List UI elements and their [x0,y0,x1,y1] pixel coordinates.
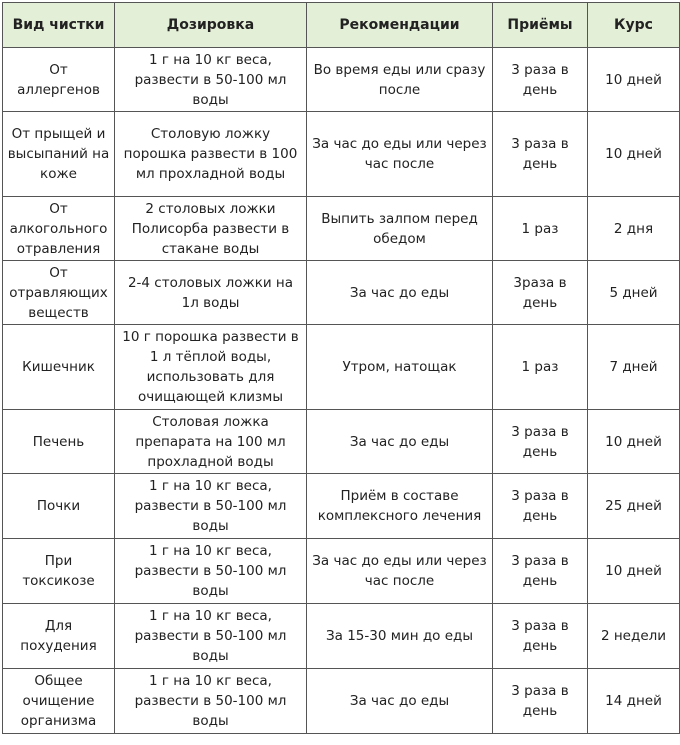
cell-course: 7 дней [588,325,680,410]
table-row [3,604,680,669]
cell-recommendation: Во время еды или сразу после [307,48,493,112]
cell-times: 1 раз [493,325,588,410]
cell-course: 10 дней [588,48,680,112]
table-row [3,261,680,325]
cell-recommendation: Приём в составе комплексного лечения [307,474,493,539]
cell-dose: 1 г на 10 кг веса, развести в 50-100 мл воды [115,604,307,669]
header-recommendations: Рекомендации [307,3,493,48]
cell-type: Для похудения [3,604,115,669]
cell-times: 3 раза в день [493,669,588,734]
cell-type: От алкогольного отравления [3,197,115,261]
cell-dose: 1 г на 10 кг веса, развести в 50-100 мл воды [115,539,307,604]
cell-type: Общее очищение организма [3,669,115,734]
cell-times: 3 раза в день [493,48,588,112]
cell-recommendation: За час до еды или через час после [307,112,493,197]
table-row [3,48,680,112]
cell-type: Почки [3,474,115,539]
cell-type: Кишечник [3,325,115,410]
header-course: Курс [588,3,680,48]
table-row [3,410,680,474]
cell-times: 3 раза в день [493,539,588,604]
cell-course: 25 дней [588,474,680,539]
cell-course: 10 дней [588,539,680,604]
table-row [3,325,680,410]
cell-dose: 1 г на 10 кг веса, развести в 50-100 мл воды [115,474,307,539]
cell-dose: 1 г на 10 кг веса, развести в 50-100 мл воды [115,48,307,112]
cell-course: 10 дней [588,410,680,474]
cell-recommendation: Утром, натощак [307,325,493,410]
cell-type: От прыщей и высыпаний на коже [3,112,115,197]
cell-recommendation: За 15-30 мин до еды [307,604,493,669]
table-row [3,474,680,539]
cell-dose: Столовая ложка препарата на 100 мл прохладной воды [115,410,307,474]
cell-times: 3 раза в день [493,410,588,474]
cell-type: От отравляющих веществ [3,261,115,325]
cell-times: 3 раза в день [493,112,588,197]
cell-type: От аллергенов [3,48,115,112]
header-row [3,3,680,48]
table-row [3,669,680,734]
cell-type: При токсикозе [3,539,115,604]
cell-recommendation: За час до еды [307,669,493,734]
header-dose: Дозировка [115,3,307,48]
cell-dose: 2 столовых ложки Полисорба развести в стакане воды [115,197,307,261]
cell-course: 2 дня [588,197,680,261]
cell-recommendation: За час до еды или через час после [307,539,493,604]
cell-dose: 10 г порошка развести в 1 л тёплой воды, использовать для очищающей клизмы [115,325,307,410]
table-row [3,539,680,604]
cell-times: 3раза в день [493,261,588,325]
cell-type: Печень [3,410,115,474]
cell-times: 3 раза в день [493,474,588,539]
table-row [3,197,680,261]
cell-course: 5 дней [588,261,680,325]
cell-recommendation: За час до еды [307,261,493,325]
cell-recommendation: Выпить залпом перед обедом [307,197,493,261]
cell-times: 1 раз [493,197,588,261]
cell-recommendation: За час до еды [307,410,493,474]
cell-dose: 1 г на 10 кг веса, развести в 50-100 мл воды [115,669,307,734]
header-type: Вид чистки [3,3,115,48]
header-times: Приёмы [493,3,588,48]
cell-times: 3 раза в день [493,604,588,669]
cell-course: 10 дней [588,112,680,197]
cleansing-table [2,2,680,734]
cell-dose: 2-4 столовых ложки на 1л воды [115,261,307,325]
table-row [3,112,680,197]
cell-course: 2 недели [588,604,680,669]
cell-course: 14 дней [588,669,680,734]
cell-dose: Столовую ложку порошка развести в 100 мл прохладной воды [115,112,307,197]
